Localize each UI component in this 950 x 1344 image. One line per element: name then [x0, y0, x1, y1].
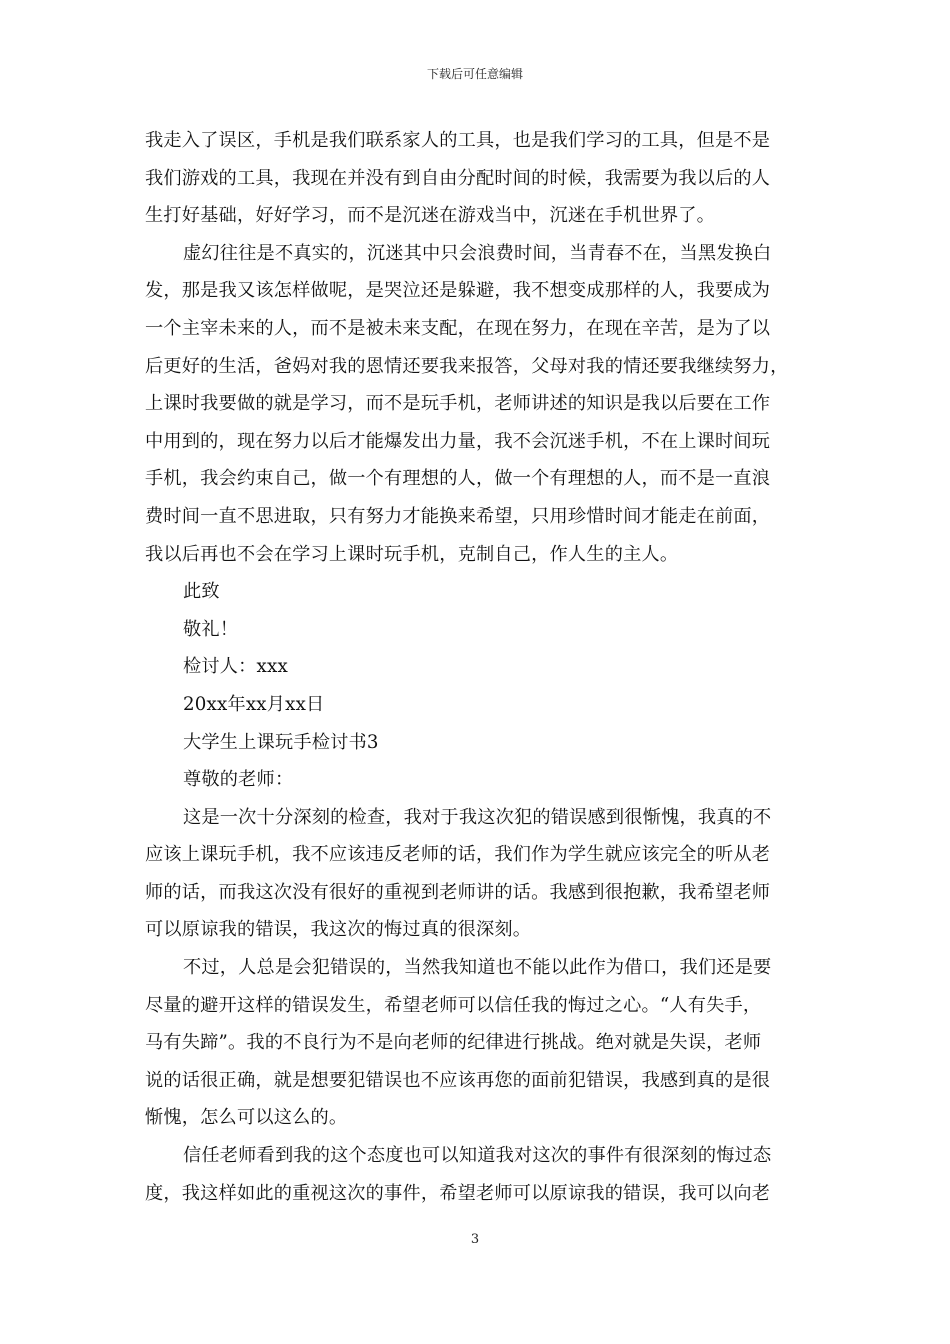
text-line: 我们游戏的工具，我现在并没有到自由分配时间的时候，我需要为我以后的人 — [145, 167, 771, 189]
text-line: 20xx年xx月xx日 — [183, 693, 325, 715]
document-body — [145, 122, 810, 1212]
text-line: 检讨人：xxx — [183, 656, 288, 678]
text-line: 尽量的避开这样的错误发生，希望老师可以信任我的悔过之心。“人有失手， — [145, 994, 762, 1016]
text-line: 敬礼！ — [183, 618, 239, 640]
text-line: 应该上课玩手机，我不应该违反老师的话，我们作为学生就应该完全的听从老 — [145, 844, 771, 866]
page-header: 下载后可任意编辑 — [426, 67, 523, 81]
text-line: 中用到的，现在努力以后才能爆发出力量，我不会沉迷手机，不在上课时间玩 — [145, 430, 771, 452]
text-line: 可以原谅我的错误，我这次的悔过真的很深刻。 — [145, 919, 532, 941]
text-line: 师的话，而我这次没有很好的重视到老师讲的话。我感到很抱歉，我希望老师 — [145, 881, 771, 903]
text-line: 不过，人总是会犯错误的，当然我知道也不能以此作为借口，我们还是要 — [183, 957, 772, 979]
text-line: 一个主宰未来的人，而不是被未来支配，在现在努力，在现在辛苦，是为了以 — [145, 317, 771, 339]
text-line: 费时间一直不思进取，只有努力才能换来希望，只用珍惜时间才能走在前面， — [145, 505, 771, 527]
text-line: 度，我这样如此的重视这次的事件，希望老师可以原谅我的错误，我可以向老 — [145, 1182, 771, 1204]
text-line: 惭愧，怎么可以这么的。 — [145, 1107, 348, 1129]
text-line: 后更好的生活，爸妈对我的恩情还要我来报答，父母对我的情还要我继续努力， — [145, 355, 789, 377]
text-line: 说的话很正确，就是想要犯错误也不应该再您的面前犯错误，我感到真的是很 — [145, 1069, 771, 1091]
text-line: 虚幻往往是不真实的，沉迷其中只会浪费时间，当青春不在，当黑发换白 — [183, 242, 772, 264]
text-line: 马有失蹄”。我的不良行为不是向老师的纪律进行挑战。绝对就是失误，老师 — [145, 1032, 762, 1054]
page-number: 3 — [470, 1232, 480, 1247]
text-line: 信任老师看到我的这个态度也可以知道我对这次的事件有很深刻的悔过态 — [183, 1145, 772, 1167]
text-line: 手机，我会约束自己，做一个有理想的人，做一个有理想的人，而不是一直浪 — [145, 468, 771, 490]
text-line: 上课时我要做的就是学习，而不是玩手机，老师讲述的知识是我以后要在工作 — [145, 393, 771, 415]
text-line: 我以后再也不会在学习上课时玩手机，克制自己，作人生的主人。 — [145, 543, 679, 565]
text-line: 尊敬的老师： — [183, 769, 294, 791]
text-line: 大学生上课玩手检讨书3 — [183, 731, 379, 753]
text-line: 我走入了误区，手机是我们联系家人的工具，也是我们学习的工具，但是不是 — [145, 130, 771, 151]
text-line: 这是一次十分深刻的检查，我对于我这次犯的错误感到很惭愧，我真的不 — [183, 806, 772, 828]
text-line: 此致 — [183, 581, 220, 603]
text-line: 生打好基础，好好学习，而不是沉迷在游戏当中，沉迷在手机世界了。 — [145, 205, 716, 227]
text-line: 发，那是我又该怎样做呢，是哭泣还是躲避，我不想变成那样的人，我要成为 — [145, 280, 771, 302]
